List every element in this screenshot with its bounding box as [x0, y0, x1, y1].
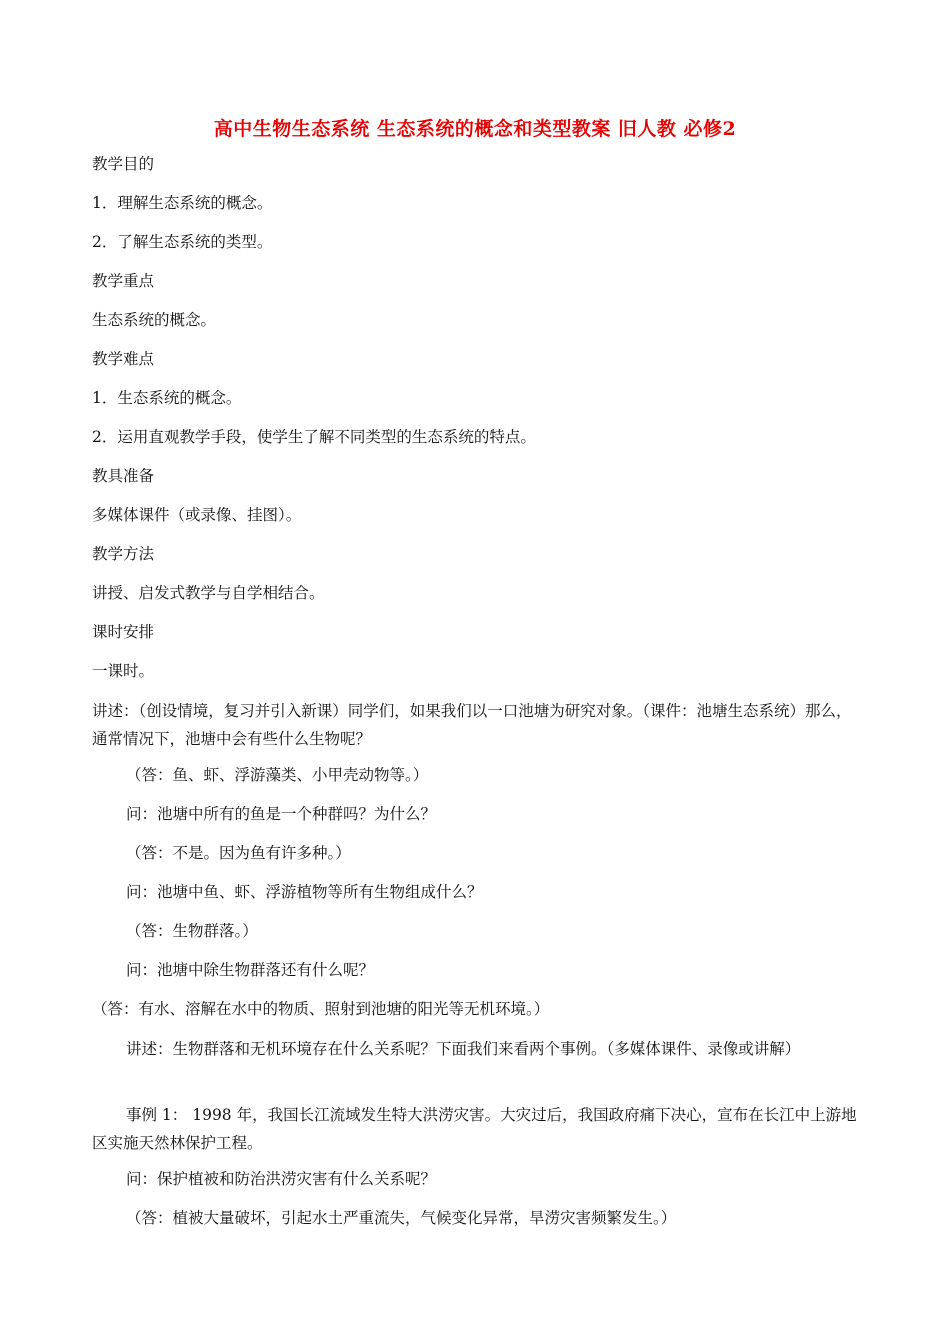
heading-methods: 教学方法 [92, 545, 155, 563]
question-line: 问：池塘中所有的鱼是一个种群吗？为什么？ [126, 805, 437, 823]
document-title: 高中生物生态系统 生态系统的概念和类型教案 旧人教 必修2 [213, 118, 737, 140]
heading-objectives: 教学目的 [92, 155, 155, 173]
heading-difficulties: 教学难点 [92, 350, 155, 368]
objective-1: 1．理解生态系统的概念。 [92, 194, 273, 212]
answer-line: （答：植被大量破坏，引起水土严重流失，气候变化异常，旱涝灾害频繁发生。） [126, 1209, 677, 1227]
heading-materials: 教具准备 [92, 467, 155, 485]
narration-paragraph-1: 讲述：（创设情境，复习并引入新课）同学们，如果我们以一口池塘为研究对象。（课件：池塘生态系统）那么，通常情况下，池塘中会有些什么生物呢？ [92, 702, 852, 748]
key-point: 生态系统的概念。 [92, 311, 217, 329]
heading-key-points: 教学重点 [92, 272, 155, 290]
question-line: 问：池塘中除生物群落还有什么呢？ [126, 961, 375, 979]
methods: 讲授、启发式教学与自学相结合。 [92, 584, 325, 602]
example-1-paragraph: 事例 1： 1998 年，我国长江流域发生特大洪涝灾害。大灾过后，我国政府痛下决心，宣布在长江中上游地区实施天然林保护工程。 [92, 1106, 857, 1152]
answer-line: （答：不是。因为鱼有许多种。） [126, 844, 351, 862]
question-line: 问：保护植被和防治洪涝灾害有什么关系呢？ [126, 1170, 437, 1188]
difficulty-1: 1．生态系统的概念。 [92, 389, 242, 407]
narration-paragraph-2: 讲述：生物群落和无机环境存在什么关系呢？下面我们来看两个事例。（多媒体课件、录像或讲解） [126, 1040, 801, 1058]
answer-line: （答：鱼、虾、浮游藻类、小甲壳动物等。） [126, 766, 429, 784]
answer-environment: （答：有水、溶解在水中的物质、照射到池塘的阳光等无机环境。） [92, 1000, 550, 1018]
heading-schedule: 课时安排 [92, 623, 155, 641]
question-line: 问：池塘中鱼、虾、浮游植物等所有生物组成什么？ [126, 883, 483, 901]
difficulty-2: 2．运用直观教学手段，使学生了解不同类型的生态系统的特点。 [92, 428, 536, 446]
schedule: 一课时。 [92, 662, 155, 680]
objective-2: 2．了解生态系统的类型。 [92, 233, 273, 251]
answer-line: （答：生物群落。） [126, 922, 258, 940]
materials: 多媒体课件（或录像、挂图）。 [92, 506, 302, 524]
